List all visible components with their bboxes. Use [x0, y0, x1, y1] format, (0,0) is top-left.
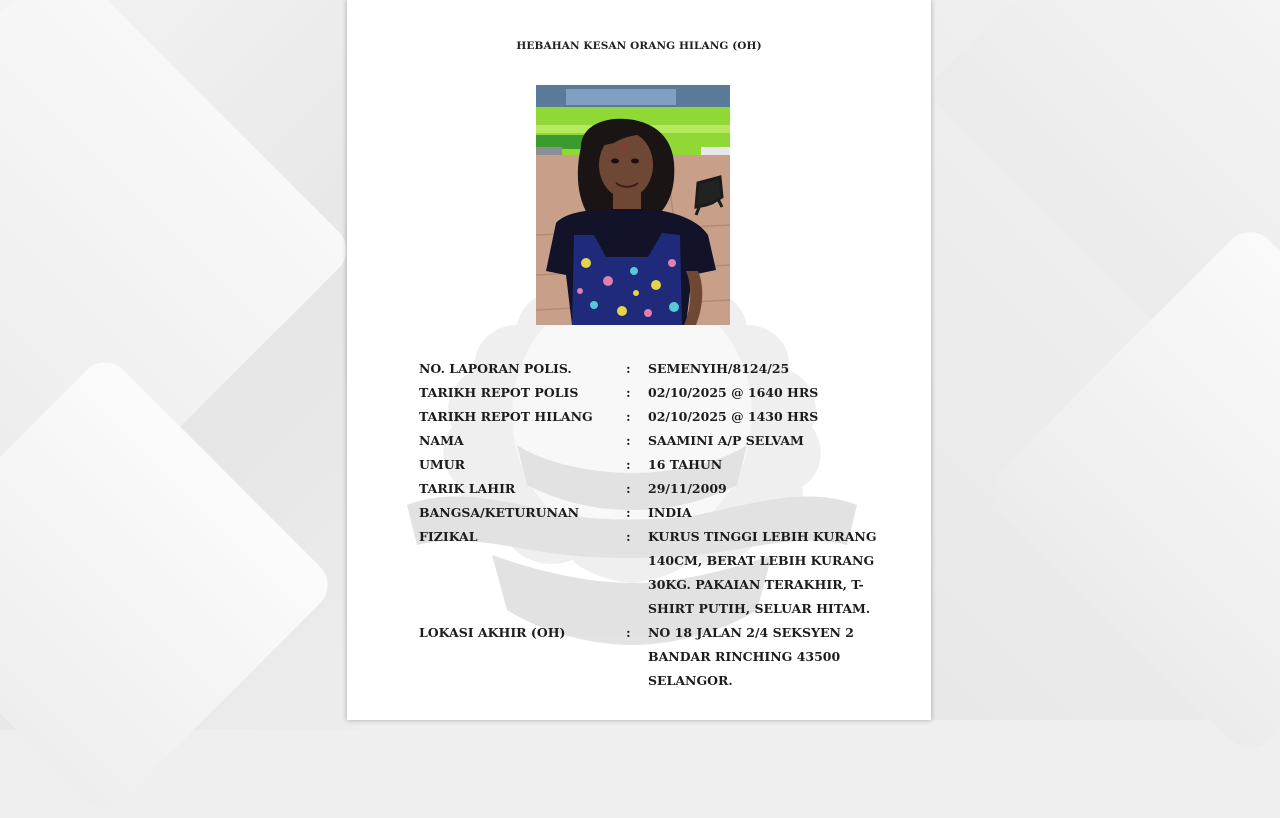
- detail-separator: :: [626, 529, 631, 544]
- detail-label: NO. LAPORAN POLIS.: [419, 361, 572, 376]
- detail-row: [419, 621, 899, 693]
- detail-separator: :: [626, 385, 631, 400]
- detail-value-line: KURUS TINGGI LEBIH KURANG: [648, 529, 877, 544]
- detail-value-line: 140CM, BERAT LEBIH KURANG: [648, 553, 875, 568]
- detail-row: [419, 525, 899, 621]
- detail-separator: :: [626, 625, 631, 640]
- detail-label: NAMA: [419, 433, 464, 448]
- background-diamond: [0, 352, 338, 818]
- detail-row: [419, 453, 899, 477]
- detail-value-line: 30KG. PAKAIAN TERAKHIR, T-: [648, 577, 864, 592]
- detail-row: [419, 429, 899, 453]
- detail-separator: :: [626, 457, 631, 472]
- detail-separator: :: [626, 481, 631, 496]
- background-panel-left: [0, 0, 360, 730]
- photo-eye-left: [611, 159, 619, 164]
- detail-value-line: INDIA: [648, 505, 692, 520]
- detail-value-line: 16 TAHUN: [648, 457, 723, 472]
- detail-value: [648, 357, 873, 381]
- background-diamond: [981, 221, 1280, 758]
- background-diamond: [923, 0, 1280, 387]
- detail-value-line: NO 18 JALAN 2/4 SEKSYEN 2: [648, 625, 854, 640]
- detail-separator: :: [626, 433, 631, 448]
- photo-window-row: [566, 89, 676, 105]
- detail-value: [648, 429, 873, 453]
- background-diamond: [0, 0, 357, 547]
- missing-person-notice: [347, 0, 931, 720]
- detail-value: [648, 477, 873, 501]
- detail-value-line: 02/10/2025 @ 1640 HRS: [648, 385, 819, 400]
- detail-label: BANGSA/KETURUNAN: [419, 505, 580, 520]
- detail-value-line: SHIRT PUTIH, SELUAR HITAM.: [648, 601, 871, 616]
- detail-value: [648, 501, 873, 525]
- details-table: [419, 357, 899, 693]
- detail-value: [648, 453, 873, 477]
- detail-value-line: SAAMINI A/P SELVAM: [648, 433, 804, 448]
- detail-label: FIZIKAL: [419, 529, 478, 544]
- detail-label: TARIK LAHIR: [419, 481, 516, 496]
- detail-row: [419, 501, 899, 525]
- detail-row: [419, 381, 899, 405]
- detail-value-line: BANDAR RINCHING 43500: [648, 649, 841, 664]
- photo-eye-right: [631, 159, 639, 164]
- missing-person-photo: [536, 85, 730, 325]
- detail-label: LOKASI AKHIR (OH): [419, 625, 566, 640]
- document-title: HEBAHAN KESAN ORANG HILANG (OH): [516, 40, 762, 52]
- detail-value-line: 29/11/2009: [648, 481, 727, 496]
- detail-separator: :: [626, 505, 631, 520]
- detail-separator: :: [626, 361, 631, 376]
- detail-value-line: SELANGOR.: [648, 673, 733, 688]
- detail-label: UMUR: [419, 457, 466, 472]
- detail-value: [648, 381, 873, 405]
- detail-value-line: 02/10/2025 @ 1430 HRS: [648, 409, 819, 424]
- detail-row: [419, 405, 899, 429]
- detail-separator: :: [626, 409, 631, 424]
- photo-bindi: [622, 146, 626, 150]
- detail-value: [648, 525, 877, 621]
- detail-value: [648, 621, 873, 693]
- detail-value-line: SEMENYIH/8124/25: [648, 361, 790, 376]
- detail-value: [648, 405, 873, 429]
- detail-row: [419, 477, 899, 501]
- detail-row: [419, 357, 899, 381]
- detail-label: TARIKH REPOT HILANG: [419, 409, 593, 424]
- background-panel-right: [930, 0, 1280, 720]
- detail-label: TARIKH REPOT POLIS: [419, 385, 579, 400]
